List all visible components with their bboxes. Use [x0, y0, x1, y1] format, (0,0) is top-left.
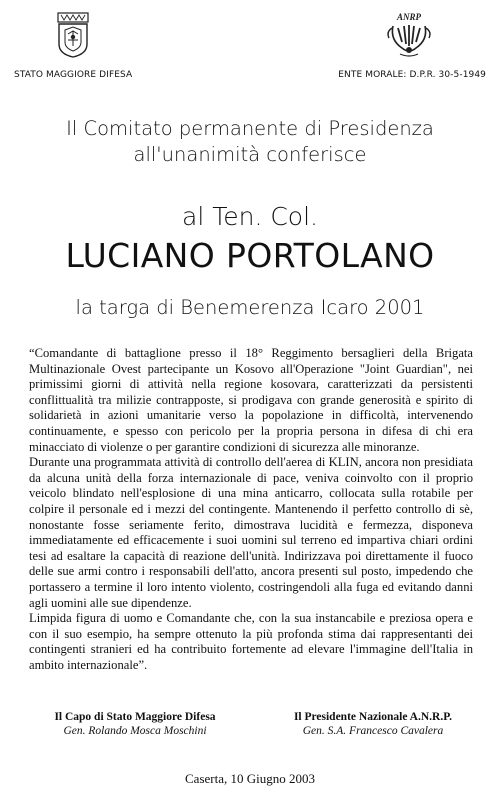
citation-paragraph-2: Durante una programmata attività di controllo dell'aerea di KLIN, ancora non presidiata da alcuna unità della forza internazionale di pace, veniva coinvolto con il proprio veicolo blindato nell'esplosione di una mina anticarro, collocata sulla rotabile per colpire il personale ed i mezzi del contingente. Mantenendo il perfetto controllo di sè, nonostante fosse seriamente ferito, dimostrava lucidità e fermezza, disponeva immediatamente ed efficacemente i suoi uomini sul terreno ed impartiva chiari ordini tesi ad esaltare la capacità di reazione dell'unità. Indirizzava poi direttamente il fuoco delle sue armi contro i responsabili dell'atto, ancora presenti sul posto, impedendo che portassero a termine il loro intento violento, costringendoli alla fuga ed evitando danni agli uomini alle sue dipendenze. [29, 455, 473, 610]
recipient-name: LUCIANO PORTOLANO [65, 236, 435, 275]
award-line: la targa di Benemerenza Icaro 2001 [75, 296, 425, 319]
conferral-line: all'unanimità conferisce [133, 143, 367, 166]
committee-line: Il Comitato permanente di Presidenza [66, 117, 434, 140]
left-signatory-title: Il Capo di Stato Maggiore Difesa [54, 711, 216, 723]
recipient-rank: al Ten. Col. [182, 202, 318, 231]
left-signature-block [35, 711, 235, 737]
citation-paragraph-1: “Comandante di battaglione presso il 18° Reggimento bersaglieri della Brigata Multinazionale Ovest partecipante un Kosovo all'Operazione "Joint Guardian", nei primissimi giorni di attività nella regione kosovara, caratterizzati da persistenti conflittualità tra milizie contrapposte, si prodigava con grande generosità e spirito di solidarietà in azioni umanitarie verso la popolazione in difficoltà, intervenendo continuamente, e spesso con pericolo per la propria persona in difesa di chi era minacciato di violenze o per garantire condizioni di sicurezza alle minoranze. [29, 346, 473, 454]
anrp-emblem-icon [386, 10, 432, 60]
defence-staff-crest-icon [56, 12, 90, 58]
right-signatory-name: Gen. S.A. Francesco Cavalera [302, 725, 444, 737]
left-organization-label: STATO MAGGIORE DIFESA [14, 70, 133, 80]
citation-text [29, 346, 473, 673]
anrp-emblem-text: ANRP [396, 12, 422, 22]
citation-paragraph-3: Limpida figura di uomo e Comandante che, con la sua instancabile e preziosa opera e con il suo esempio, ha sempre ottenuto la più profonda stima dai rappresentanti dei contingenti stranieri ed ha contribuito fortemente ad elevare l'immagine dell'Italia in ambito internazionale”. [29, 611, 473, 672]
place-date: Caserta, 10 Giugno 2003 [185, 771, 315, 786]
right-signatory-title: Il Presidente Nazionale A.N.R.P. [293, 711, 453, 723]
left-signatory-name: Gen. Rolando Mosca Moschini [63, 725, 207, 737]
right-signature-block [268, 711, 478, 737]
right-organization-label: ENTE MORALE: D.P.R. 30-5-1949 [338, 70, 486, 80]
